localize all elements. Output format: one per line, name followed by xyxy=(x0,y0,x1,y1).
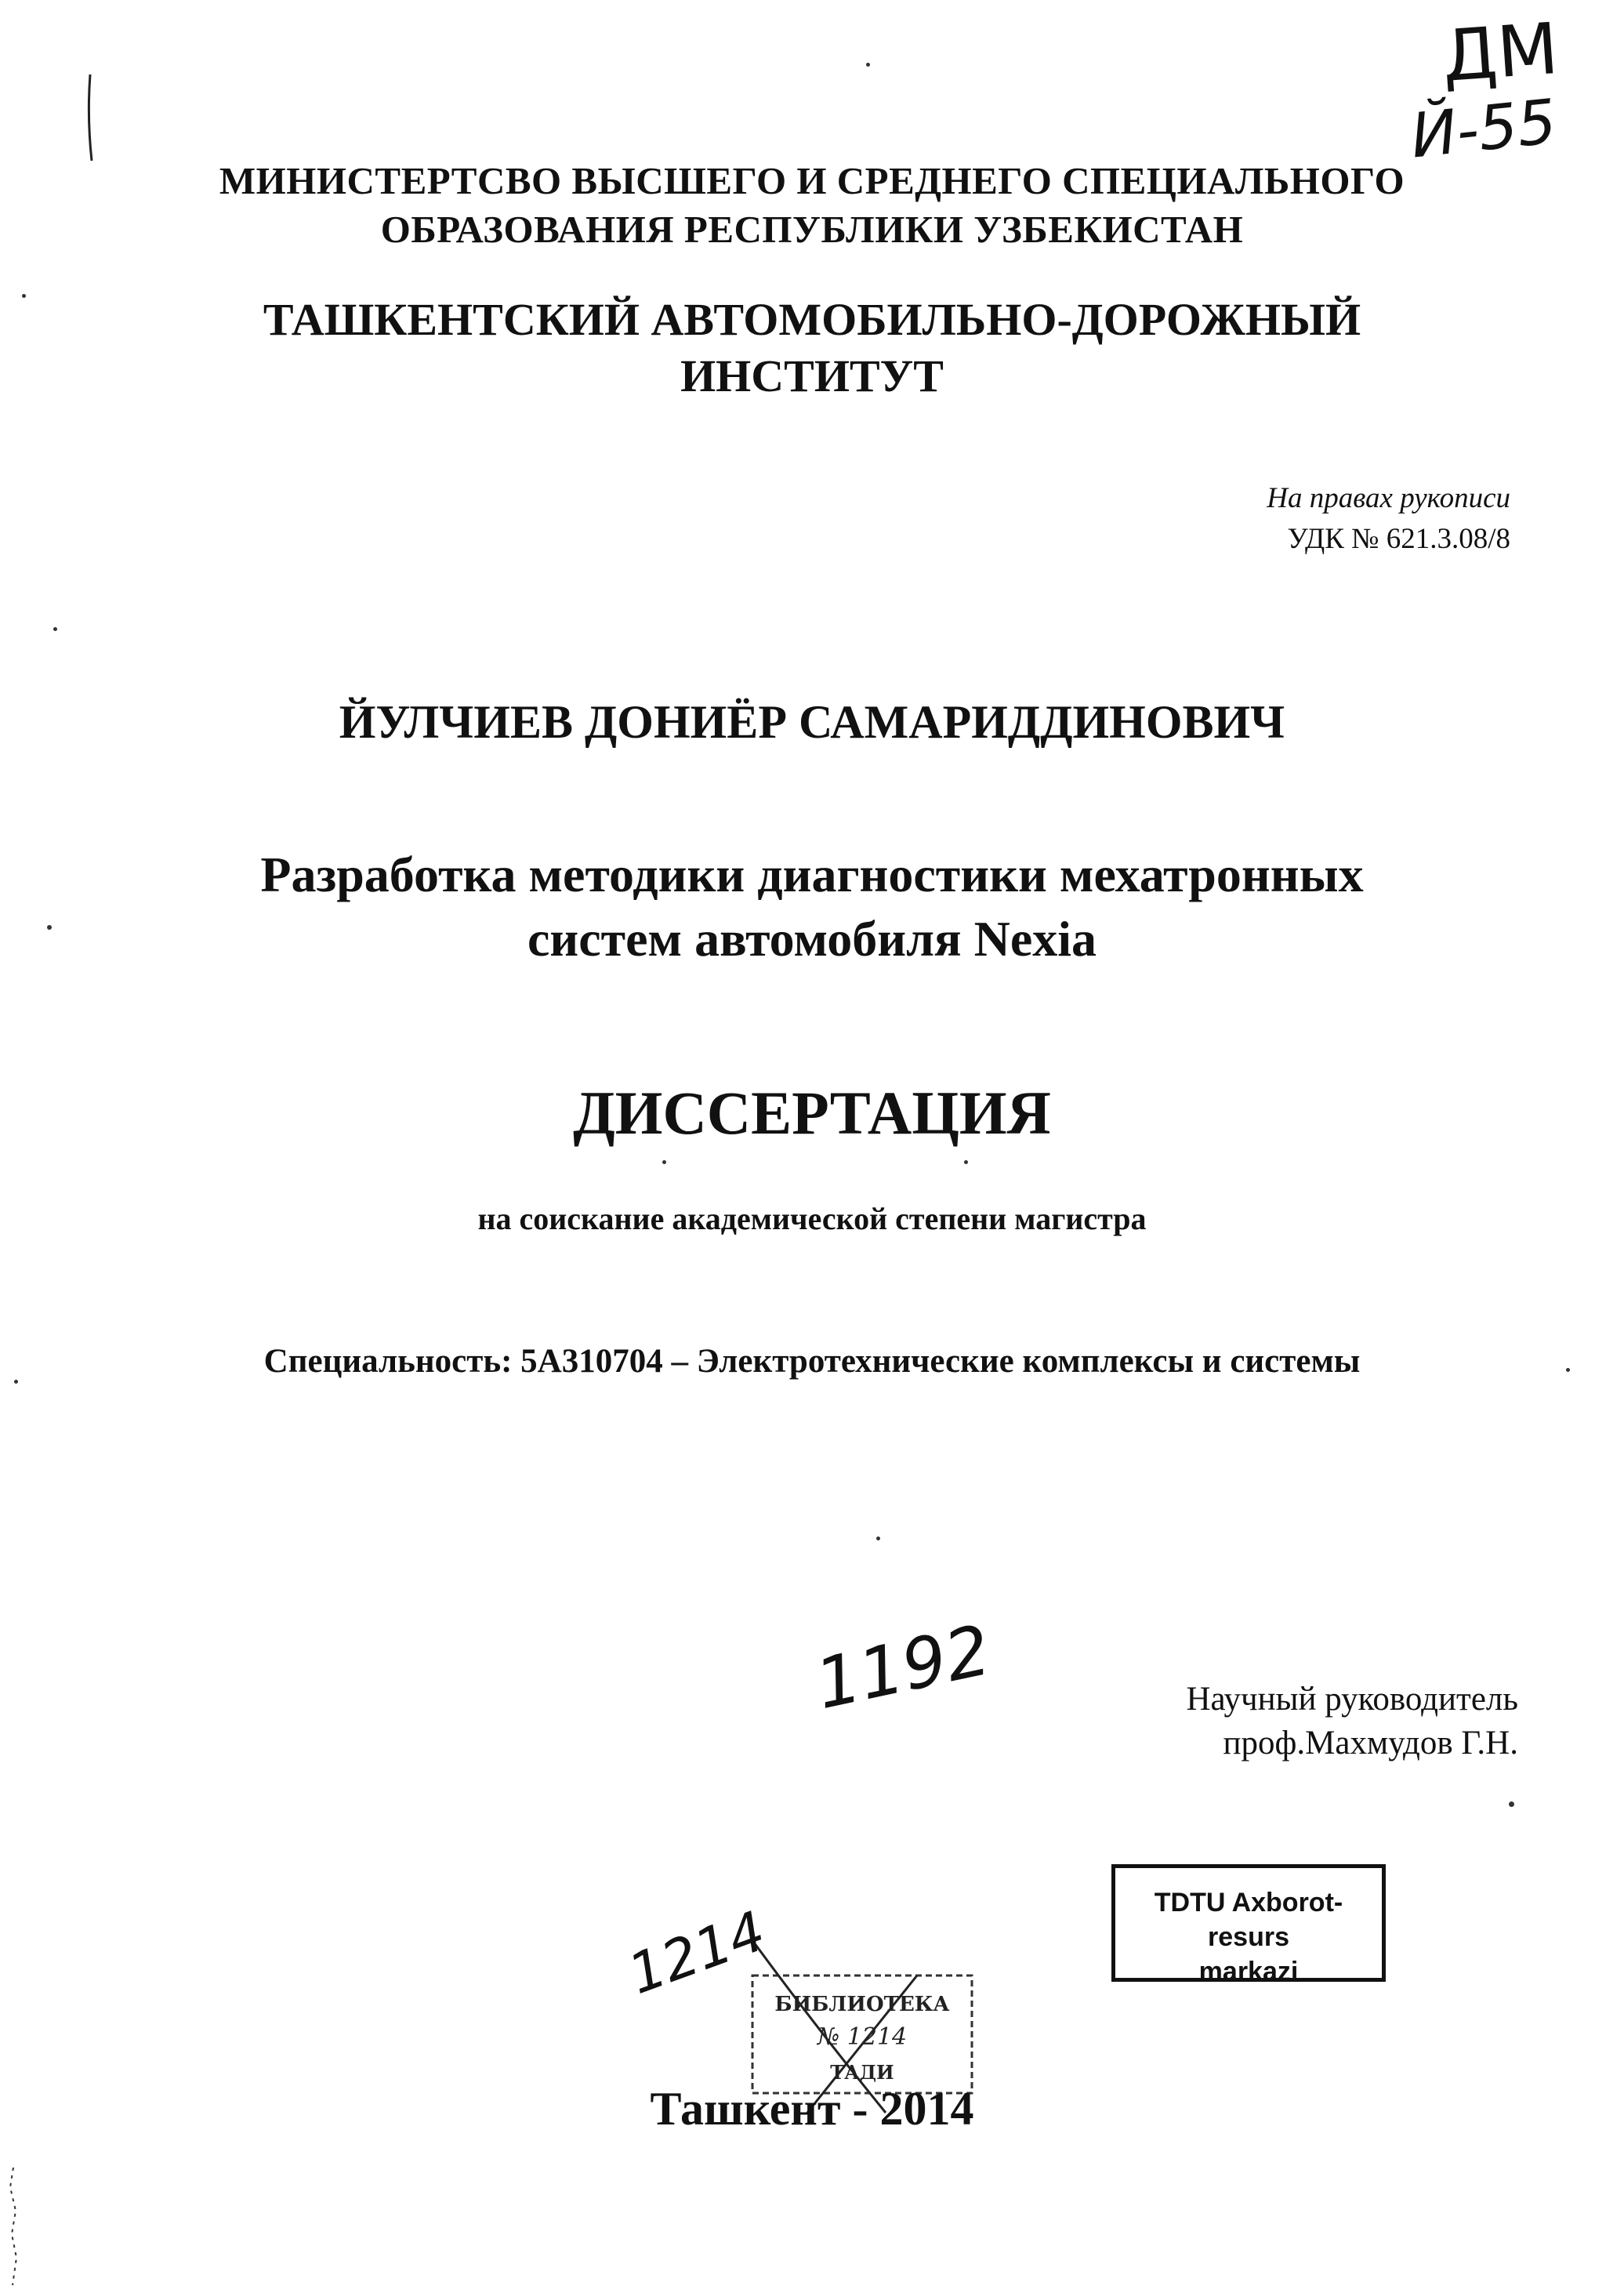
manuscript-rights xyxy=(1267,478,1510,560)
stamp-line-2: markazi xyxy=(1198,1957,1299,1986)
ministry-line-1: МИНИСТЕРТСВО ВЫСШЕГО И СРЕДНЕГО СПЕЦИАЛЬНОГО xyxy=(219,159,1405,202)
supervisor-name: проф.Махмудов Г.Н. xyxy=(1223,1725,1518,1761)
manuscript-note: На правах рукописи xyxy=(1267,482,1510,514)
resource-center-stamp xyxy=(1111,1864,1386,1986)
scan-speck xyxy=(876,1537,880,1540)
udk-number: УДК № 621.3.08/8 xyxy=(1287,523,1510,555)
title-line-1: Разработка методики диагностики мехатронных xyxy=(260,847,1364,902)
handwritten-library-number: 1214 xyxy=(620,1899,774,2007)
scan-speck xyxy=(1509,1801,1514,1807)
scan-speck xyxy=(22,294,26,298)
scan-speck xyxy=(964,1160,968,1164)
supervisor-role: Научный руководитель xyxy=(1186,1681,1518,1718)
library-stamp-line-3: ТАДИ xyxy=(830,2061,894,2084)
library-stamp-line-2: № 1214 xyxy=(817,2023,908,2051)
city-year: Ташкент - 2014 xyxy=(650,2083,974,2135)
library-stamp-line-1: БИБЛИОТЕКА xyxy=(774,1993,950,2016)
dissertation-title xyxy=(0,843,1624,971)
scan-speck xyxy=(53,627,57,631)
scan-speck xyxy=(47,925,52,930)
institute-line-1: ТАШКЕНТСКИЙ АВТОМОБИЛЬНО-ДОРОЖНЫЙ xyxy=(263,294,1361,345)
margin-mark xyxy=(82,71,98,165)
handwritten-shelf-mark: Й-55 xyxy=(1407,86,1560,172)
scan-edge-mark xyxy=(4,2164,27,2289)
scan-speck xyxy=(662,1160,666,1164)
supervisor-block xyxy=(1187,1678,1519,1765)
scan-speck xyxy=(866,63,870,67)
institute-heading xyxy=(0,292,1624,405)
ministry-heading xyxy=(0,157,1624,254)
scan-speck xyxy=(14,1380,18,1384)
title-line-2: систем автомобиля Nexia xyxy=(527,911,1097,967)
document-kind: ДИССЕРТАЦИЯ xyxy=(573,1079,1051,1147)
stamp-line-1: TDTU Axborot-resurs xyxy=(1154,1888,1343,1952)
speciality-line: Специальность: 5А310704 – Электротехнические комплексы и системы xyxy=(263,1343,1361,1380)
ministry-line-2: ОБРАЗОВАНИЯ РЕСПУБЛИКИ УЗБЕКИСТАН xyxy=(380,208,1244,251)
author-name: ЙУЛЧИЕВ ДОНИЁР САМАРИДДИНОВИЧ xyxy=(339,696,1285,748)
degree-line: на соискание академической степени магистра xyxy=(477,1201,1147,1236)
handwritten-code: ДМ xyxy=(1439,7,1561,99)
scan-speck xyxy=(1566,1368,1570,1372)
institute-line-2: ИНСТИТУТ xyxy=(680,350,944,401)
handwritten-number: 1192 xyxy=(808,1609,998,1725)
